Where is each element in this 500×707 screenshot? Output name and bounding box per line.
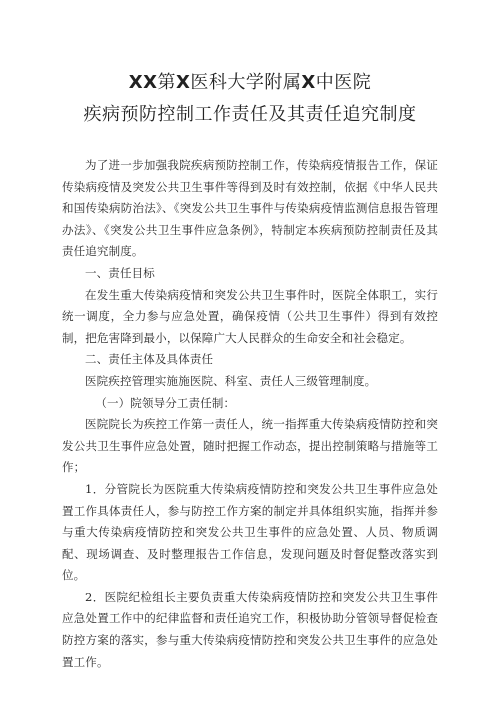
document-title: 疾病预防控制工作责任及其责任追究制度 <box>83 104 417 125</box>
section-heading-responsibility-goal: 一、责任目标 <box>85 265 155 280</box>
management-system-paragraph: 医院疾控管理实施施医院、科室、责任人三级管理制度。 <box>85 373 377 388</box>
section-heading-responsibility-subjects: 二、责任主体及具体责任 <box>85 352 214 367</box>
president-responsibility-paragraph: 医院院长为疾控工作第一责任人，统一指挥重大传染病疫情防控和突发公共卫生事件应急处置，随时把握工作动态，提出控制策略与措施等工作； <box>62 417 438 475</box>
document-body <box>62 155 438 673</box>
hospital-title <box>62 70 438 96</box>
intro-paragraph: 为了进一步加强我院疾病预防控制工作，传染病疫情报告工作，保证传染病疫情及突发公共卫生事件等得到及时有效控制，依据《中华人民共和国传染病防治法》、《突发公共卫生事件与传染病疫情监测信息报告管理办法》、《突发公共卫生事件应急条例》，特制定本疾病预防控制责任及其责任追究制度。 <box>62 158 438 259</box>
responsibility-goal-paragraph: 在发生重大传染病疫情和突发公共卫生事件时，医院全体职工，实行统一调度，全力参与应急处置，确保疫情（公共卫生事件）得到有效控制，把危害降到最小，以保障广大人民群众的生命安全和社会稳定。 <box>62 287 438 345</box>
subsection-heading-leadership: （一）院领导分工责任制： <box>95 395 236 410</box>
vice-president-responsibility-paragraph: 1．分管院长为医院重大传染病疫情防控和突发公共卫生事件应急处置工作具体责任人，参与防控工作方案的制定并具体组织实施，指挥并参与重大传染病疫情防控和突发公共卫生事件的应急处置、人员、物质调配、现场调查、及时整理报告工作信息，发现问题及时督促整改落实到位。 <box>62 481 438 583</box>
hospital-name: XX第X医科大学附属X中医院 <box>128 72 372 93</box>
discipline-head-responsibility-paragraph: 2．医院纪检组长主要负责重大传染病疫情防控和突发公共卫生事件应急处置工作中的纪律监督和责任追究工作，积极协助分管领导督促检查防控方案的落实，参与重大传染病疫情防控和突发公共卫生事件的应急处置工作。 <box>62 589 438 669</box>
